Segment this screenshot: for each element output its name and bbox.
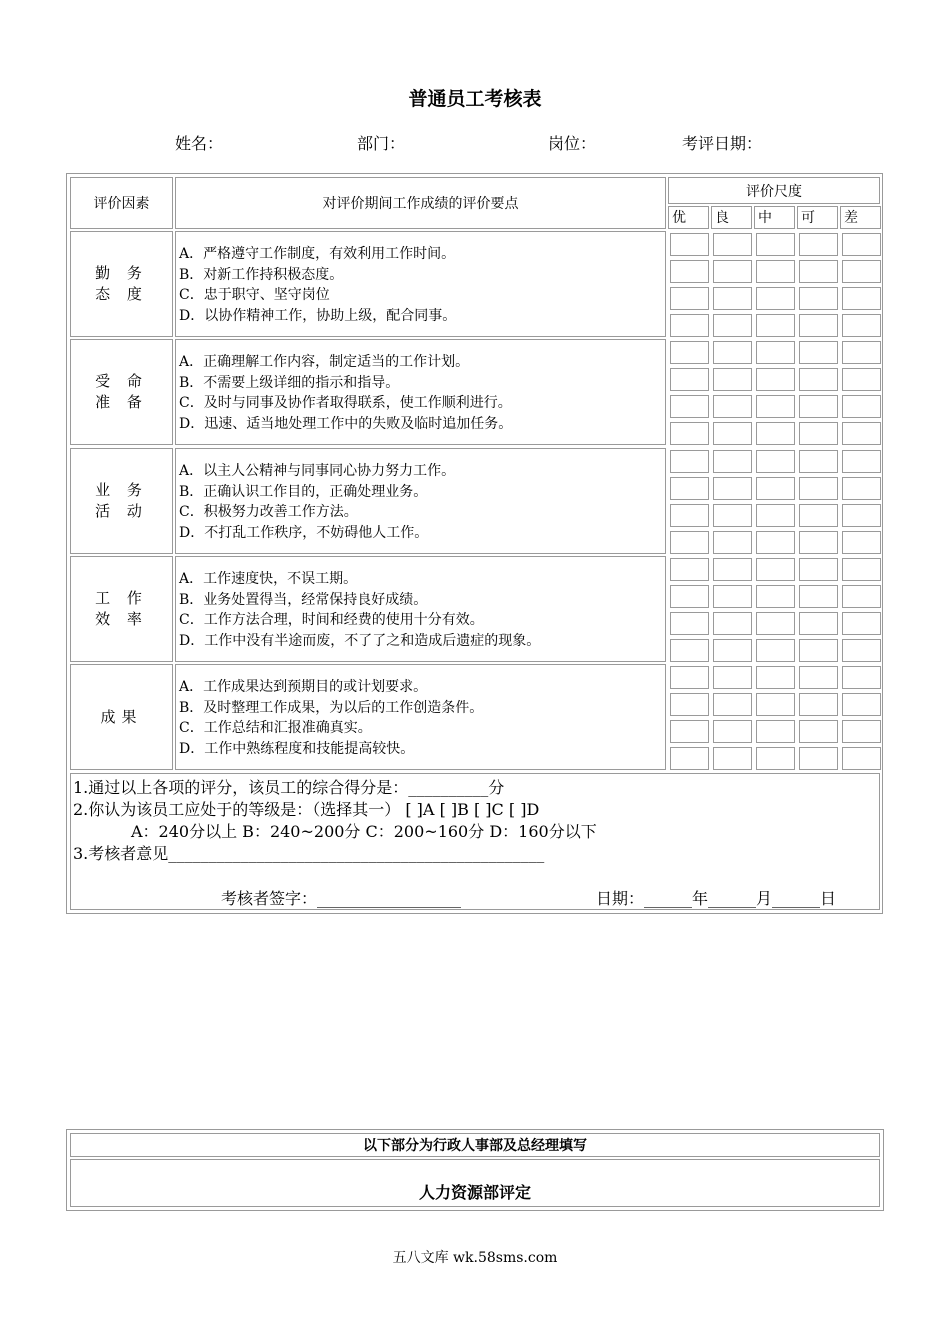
- score-checkbox[interactable]: [670, 531, 709, 554]
- score-checkbox[interactable]: [670, 395, 709, 418]
- score-line: 1.通过以上各项的评分，该员工的综合得分是：__________分: [73, 778, 505, 797]
- evaluation-point: A．工作成果达到预期目的或计划要求。: [179, 679, 428, 695]
- factor-label: 工 作 效 率: [95, 589, 148, 628]
- factor-cell: [70, 231, 173, 337]
- score-checkbox[interactable]: [799, 341, 838, 364]
- evaluation-point: D．迅速、适当地处理工作中的失败及临时追加任务。: [179, 415, 513, 432]
- score-checkbox[interactable]: [713, 585, 752, 608]
- score-checkbox[interactable]: [799, 747, 838, 770]
- grade-range-line: A：240分以上 B：240~200分 C：200~160分 D：160分以下: [131, 822, 597, 841]
- score-checkbox[interactable]: [799, 531, 838, 554]
- score-checkbox[interactable]: [799, 233, 838, 256]
- evaluation-table: [66, 173, 883, 914]
- score-checkbox[interactable]: [799, 666, 838, 689]
- points-cell: [175, 448, 666, 554]
- score-checkbox[interactable]: [713, 639, 752, 662]
- score-checkbox[interactable]: [842, 720, 881, 743]
- evaluation-point: C．工作总结和汇报准确真实。: [179, 720, 372, 736]
- score-checkbox[interactable]: [756, 450, 795, 473]
- factor-cell: [70, 664, 173, 770]
- score-checkbox[interactable]: [713, 720, 752, 743]
- score-checkbox[interactable]: [799, 612, 838, 635]
- evaluation-point: B．正确认识工作目的，正确处理业务。: [179, 483, 428, 500]
- score-checkbox[interactable]: [756, 287, 795, 310]
- reviewer-signature: 考核者签字：__________________: [221, 889, 462, 908]
- grade-header: 可: [797, 206, 838, 229]
- score-checkbox[interactable]: [799, 639, 838, 662]
- scale-header: 评价尺度: [668, 177, 880, 204]
- score-checkbox[interactable]: [842, 666, 881, 689]
- score-checkbox[interactable]: [670, 477, 709, 500]
- score-checkbox[interactable]: [670, 341, 709, 364]
- score-checkbox[interactable]: [670, 287, 709, 310]
- points-header: 对评价期间工作成绩的评价要点: [175, 177, 666, 229]
- score-checkbox[interactable]: [842, 260, 881, 283]
- score-checkbox[interactable]: [756, 260, 795, 283]
- signature-date: 日期：______年______月______日: [596, 889, 837, 908]
- score-checkbox[interactable]: [842, 395, 881, 418]
- score-checkbox[interactable]: [842, 368, 881, 391]
- score-checkbox[interactable]: [756, 720, 795, 743]
- score-checkbox[interactable]: [713, 504, 752, 527]
- score-checkbox[interactable]: [799, 395, 838, 418]
- dept-label: 部门：: [357, 134, 406, 153]
- score-checkbox[interactable]: [670, 693, 709, 716]
- score-checkbox[interactable]: [842, 747, 881, 770]
- score-checkbox[interactable]: [799, 504, 838, 527]
- score-checkbox[interactable]: [713, 612, 752, 635]
- score-checkbox[interactable]: [670, 558, 709, 581]
- score-checkbox[interactable]: [842, 233, 881, 256]
- score-checkbox[interactable]: [670, 639, 709, 662]
- factor-label: 受 命 准 备: [95, 372, 148, 411]
- score-checkbox[interactable]: [670, 720, 709, 743]
- factor-label: 勤 务 态 度: [95, 264, 148, 303]
- score-checkbox[interactable]: [756, 747, 795, 770]
- score-checkbox[interactable]: [670, 504, 709, 527]
- summary-section: [70, 773, 880, 910]
- score-checkbox[interactable]: [713, 395, 752, 418]
- score-checkbox[interactable]: [713, 368, 752, 391]
- score-checkbox[interactable]: [756, 314, 795, 337]
- score-checkbox[interactable]: [713, 260, 752, 283]
- score-checkbox[interactable]: [756, 341, 795, 364]
- score-checkbox[interactable]: [670, 314, 709, 337]
- score-checkbox[interactable]: [799, 368, 838, 391]
- score-checkbox[interactable]: [842, 287, 881, 310]
- score-checkbox[interactable]: [799, 287, 838, 310]
- position-label: 岗位：: [548, 134, 597, 153]
- score-checkbox[interactable]: [670, 233, 709, 256]
- score-checkbox[interactable]: [842, 585, 881, 608]
- factor-label: 成果: [100, 707, 143, 726]
- score-checkbox[interactable]: [670, 612, 709, 635]
- score-checkbox[interactable]: [670, 368, 709, 391]
- score-checkbox[interactable]: [756, 531, 795, 554]
- reviewer-opinion-line: 3.考核者意见_______________________________________________: [73, 844, 545, 863]
- score-checkbox[interactable]: [799, 477, 838, 500]
- score-checkbox[interactable]: [756, 395, 795, 418]
- score-checkbox[interactable]: [713, 287, 752, 310]
- score-checkbox[interactable]: [713, 693, 752, 716]
- points-cell: [175, 231, 666, 337]
- score-checkbox[interactable]: [756, 693, 795, 716]
- score-checkbox[interactable]: [756, 504, 795, 527]
- score-checkbox[interactable]: [713, 477, 752, 500]
- score-checkbox[interactable]: [713, 341, 752, 364]
- score-checkbox[interactable]: [713, 450, 752, 473]
- evaluation-point: D．工作中熟练程度和技能提高较快。: [179, 740, 415, 757]
- score-checkbox[interactable]: [756, 666, 795, 689]
- score-checkbox[interactable]: [842, 314, 881, 337]
- evaluation-point: C．忠于职守、坚守岗位: [179, 287, 330, 303]
- score-checkbox[interactable]: [842, 341, 881, 364]
- score-checkbox[interactable]: [799, 720, 838, 743]
- grade-header: 差: [840, 206, 881, 229]
- evaluation-point: D．不打乱工作秩序，不妨碍他人工作。: [179, 524, 429, 541]
- grade-choice-line: 2.你认为该员工应处于的等级是：（选择其一） [ ]A [ ]B [ ]C [ ]D: [73, 800, 540, 819]
- score-checkbox[interactable]: [842, 531, 881, 554]
- factor-header: 评价因素: [70, 177, 173, 229]
- footer-watermark: 五八文库 wk.58sms.com: [392, 1250, 558, 1266]
- score-checkbox[interactable]: [756, 368, 795, 391]
- score-checkbox[interactable]: [799, 558, 838, 581]
- grade-header: 优: [668, 206, 709, 229]
- score-checkbox[interactable]: [842, 450, 881, 473]
- score-checkbox[interactable]: [756, 612, 795, 635]
- score-checkbox[interactable]: [799, 260, 838, 283]
- score-checkbox[interactable]: [799, 314, 838, 337]
- score-checkbox[interactable]: [756, 422, 795, 445]
- evaluation-point: D．工作中没有半途而废，不了了之和造成后遗症的现象。: [179, 632, 541, 649]
- score-checkbox[interactable]: [670, 666, 709, 689]
- evaluation-point: A．严格遵守工作制度，有效利用工作时间。: [179, 246, 456, 262]
- score-checkbox[interactable]: [713, 666, 752, 689]
- score-checkbox[interactable]: [670, 260, 709, 283]
- score-checkbox[interactable]: [670, 585, 709, 608]
- points-cell: [175, 339, 666, 445]
- score-checkbox[interactable]: [713, 314, 752, 337]
- grade-header: 中: [754, 206, 795, 229]
- score-checkbox[interactable]: [799, 585, 838, 608]
- score-checkbox[interactable]: [670, 422, 709, 445]
- score-checkbox[interactable]: [842, 612, 881, 635]
- evaluation-point: A．工作速度快，不误工期。: [179, 571, 358, 587]
- evaluation-point: C．及时与同事及协作者取得联系，使工作顺利进行。: [179, 395, 512, 411]
- factor-label: 业 务 活 动: [95, 481, 148, 520]
- name-label: 姓名：: [175, 134, 224, 153]
- factor-cell: [70, 339, 173, 445]
- score-checkbox[interactable]: [713, 558, 752, 581]
- score-checkbox[interactable]: [842, 693, 881, 716]
- score-checkbox[interactable]: [713, 233, 752, 256]
- hr-evaluation-title: 人力资源部评定: [70, 1159, 880, 1207]
- score-checkbox[interactable]: [713, 531, 752, 554]
- score-checkbox[interactable]: [842, 504, 881, 527]
- factor-cell: [70, 448, 173, 554]
- evaluation-point: B．对新工作持积极态度。: [179, 266, 344, 283]
- evaluation-point: B．不需要上级详细的指示和指导。: [179, 374, 400, 391]
- evaluation-point: B．及时整理工作成果，为以后的工作创造条件。: [179, 699, 484, 716]
- score-checkbox[interactable]: [842, 639, 881, 662]
- score-checkbox[interactable]: [842, 422, 881, 445]
- admin-header: 以下部分为行政人事部及总经理填写: [70, 1133, 880, 1157]
- score-checkbox[interactable]: [670, 450, 709, 473]
- score-checkbox[interactable]: [756, 477, 795, 500]
- evaluation-point: D．以协作精神工作，协助上级，配合同事。: [179, 307, 457, 324]
- score-checkbox[interactable]: [756, 585, 795, 608]
- admin-section: [66, 1129, 884, 1211]
- score-checkbox[interactable]: [799, 422, 838, 445]
- score-checkbox[interactable]: [842, 558, 881, 581]
- evaluation-point: A．以主人公精神与同事同心协力努力工作。: [179, 463, 456, 479]
- score-checkbox[interactable]: [799, 693, 838, 716]
- score-checkbox[interactable]: [713, 747, 752, 770]
- evaluation-point: B．业务处置得当，经常保持良好成绩。: [179, 591, 428, 608]
- evaluation-point: A．正确理解工作内容，制定适当的工作计划。: [179, 354, 470, 370]
- score-checkbox[interactable]: [842, 477, 881, 500]
- score-checkbox[interactable]: [756, 639, 795, 662]
- score-checkbox[interactable]: [756, 558, 795, 581]
- date-label: 考评日期：: [682, 134, 763, 153]
- factor-cell: [70, 556, 173, 662]
- evaluation-point: C．工作方法合理，时间和经费的使用十分有效。: [179, 612, 484, 628]
- score-checkbox[interactable]: [799, 450, 838, 473]
- score-checkbox[interactable]: [670, 747, 709, 770]
- points-cell: [175, 556, 666, 662]
- page-title: 普通员工考核表: [408, 88, 542, 110]
- score-checkbox[interactable]: [713, 422, 752, 445]
- grade-header: 良: [711, 206, 752, 229]
- points-cell: [175, 664, 666, 770]
- evaluation-point: C．积极努力改善工作方法。: [179, 504, 358, 520]
- score-checkbox[interactable]: [756, 233, 795, 256]
